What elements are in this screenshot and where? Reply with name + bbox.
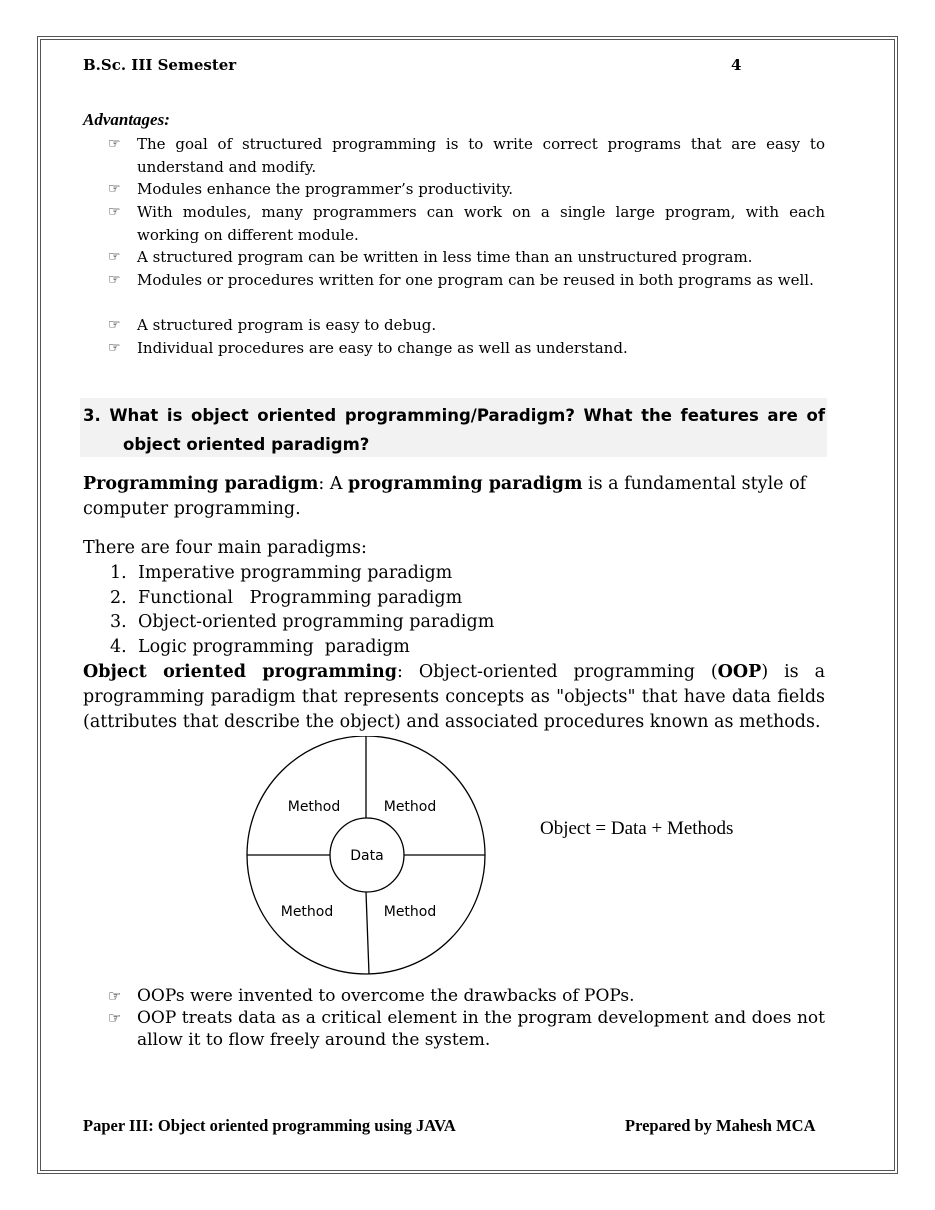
data-label: Data xyxy=(350,848,384,864)
object-equation: Object = Data + Methods xyxy=(540,818,734,839)
pointing-hand-icon: ☞ xyxy=(108,340,121,356)
divider-bottom xyxy=(366,892,369,974)
list-item: 3. Object-oriented programming paradigm xyxy=(110,612,495,633)
method-label-bottom-right: Method xyxy=(383,904,437,920)
oop-point: ☞ OOPs were invented to overcome the drawbacks of POPs. xyxy=(108,986,635,1006)
pointing-hand-icon: ☞ xyxy=(108,317,121,333)
footer-paper: Paper III: Object oriented programming using JAVA xyxy=(83,1116,456,1135)
pointing-hand-icon: ☞ xyxy=(108,1009,122,1027)
list-item: 1. Imperative programming paradigm xyxy=(110,563,453,583)
advantage-item: ☞ A structured program is easy to debug. xyxy=(108,314,825,337)
paradigms-intro: There are four main paradigms: xyxy=(83,538,367,558)
object-diagram xyxy=(240,736,492,979)
advantage-item: ☞ The goal of structured programming is to write correct programs that are easy to understand and modify. xyxy=(108,135,825,176)
pointing-hand-icon: ☞ xyxy=(108,204,121,220)
method-label-top-right: Method xyxy=(383,799,437,815)
footer-author: Prepared by Mahesh MCA xyxy=(625,1116,816,1135)
list-item: 2. Functional Programming paradigm xyxy=(110,587,463,608)
advantage-item: ☞ With modules, many programmers can work on a single large program, with each working on different module. xyxy=(108,203,825,244)
advantages-title: Advantages: xyxy=(83,110,170,129)
question-line-2: object oriented paradigm? xyxy=(123,435,370,454)
paradigm-definition: Programming paradigm: A programming paradigm is a fundamental style of computer programming. xyxy=(83,474,807,519)
pointing-hand-icon: ☞ xyxy=(108,181,121,197)
advantage-item: ☞ A structured program can be written in less time than an unstructured program. xyxy=(108,246,825,269)
question-line-1: 3. What is object oriented programming/Paradigm? What the features are of xyxy=(83,406,825,425)
list-item: 4. Logic programming paradigm xyxy=(110,637,410,658)
advantage-item: ☞ Modules enhance the programmer’s productivity. xyxy=(108,178,825,201)
pointing-hand-icon: ☞ xyxy=(108,272,121,288)
pointing-hand-icon: ☞ xyxy=(108,249,121,265)
pointing-hand-icon: ☞ xyxy=(108,136,121,152)
page-number: 4 xyxy=(731,56,742,74)
advantage-item: ☞ Modules or procedures written for one program can be reused in both programs as well. xyxy=(108,269,825,292)
pointing-hand-icon: ☞ xyxy=(108,987,122,1005)
method-label-bottom-left: Method xyxy=(280,904,334,920)
header-course: B.Sc. III Semester xyxy=(83,56,237,74)
question-heading xyxy=(83,401,825,459)
method-label-top-left: Method xyxy=(287,799,341,815)
paradigm-list xyxy=(110,561,494,660)
oop-point: ☞ OOP treats data as a critical element in the program development and does not allow it to flow freely around the system. xyxy=(108,1008,825,1050)
advantage-item: ☞ Individual procedures are easy to change as well as understand. xyxy=(108,337,825,360)
oop-definition: Object oriented programming: Object-oriented programming (OOP) is a programming paradigm that represents concepts as "objects" that have data fields (attributes that describe the object) and associated procedures known as methods. xyxy=(83,662,826,732)
